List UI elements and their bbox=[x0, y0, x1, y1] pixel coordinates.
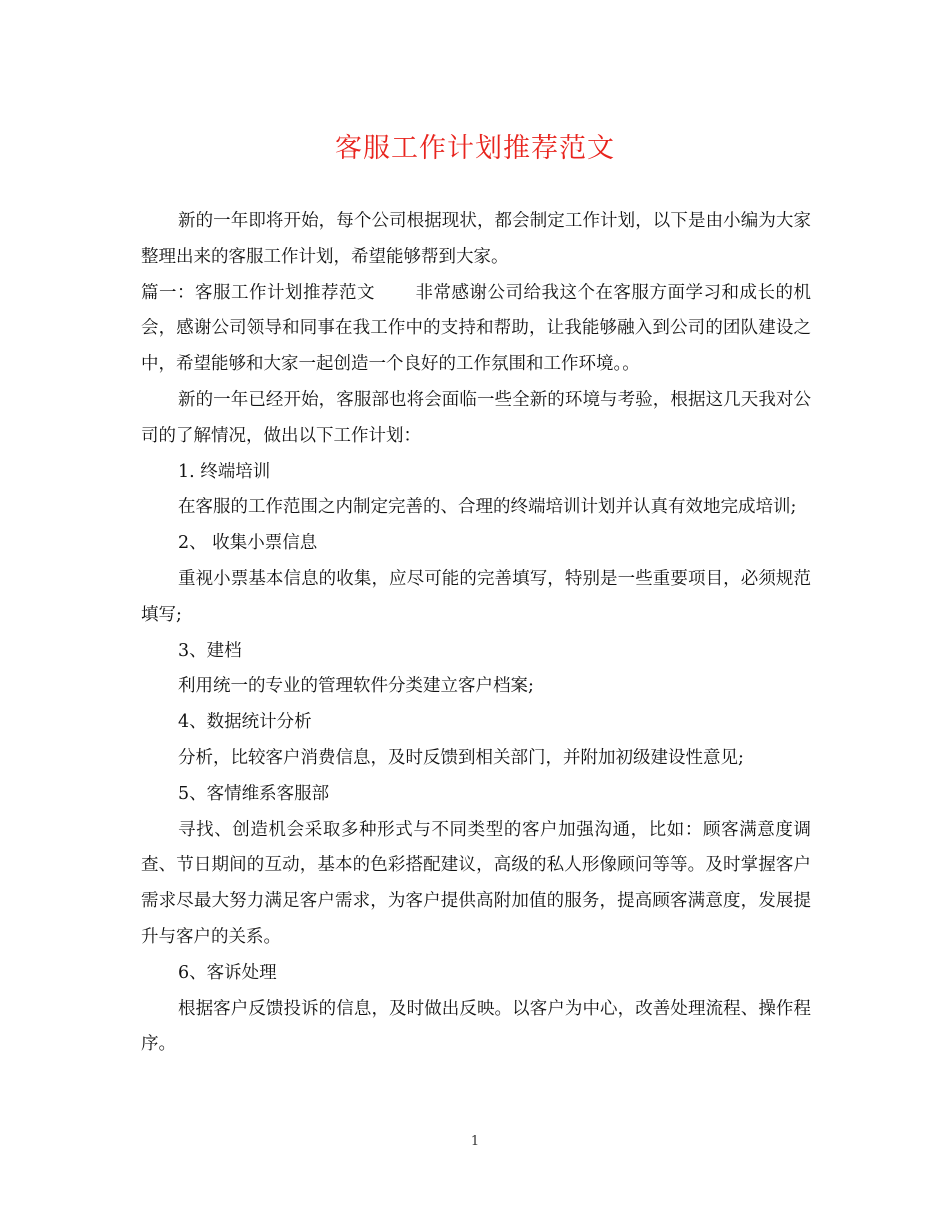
section-text-6: 根据客户反馈投诉的信息，及时做出反映。以客户为中心，改善处理流程、操作程序。 bbox=[141, 998, 811, 1055]
section-heading-6: 6、客诉处理 bbox=[178, 962, 277, 983]
section-text-3: 利用统一的专业的管理软件分类建立客户档案; bbox=[178, 676, 534, 697]
section-heading-5: 5、客情维系客服部 bbox=[178, 783, 330, 804]
section-heading-3: 3、建档 bbox=[178, 640, 242, 661]
section-text-2: 重视小票基本信息的收集，应尽可能的完善填写，特别是一些重要项目，必须规范填写; bbox=[141, 568, 811, 625]
document-body bbox=[141, 204, 811, 1063]
page-number: 1 bbox=[470, 1134, 480, 1149]
section-text-1: 在客服的工作范围之内制定完善的、合理的终端培训计划并认真有效地完成培训; bbox=[178, 497, 797, 518]
intro-paragraph: 新的一年即将开始，每个公司根据现状，都会制定工作计划，以下是由小编为大家整理出来的客服工作计划，希望能够帮到大家。 bbox=[141, 211, 811, 267]
article-one-heading: 篇一：客服工作计划推荐范文 bbox=[141, 282, 375, 303]
article-one-paragraph bbox=[141, 276, 811, 383]
section-text-5: 寻找、创造机会采取多种形式与不同类型的客户加强沟通，比如：顾客满意度调查、节日期间的互动，基本的色彩搭配建议，高级的私人形像顾问等等。及时掌握客户需求尽最大努力满足客户需求，为客户提供高附加值的服务，提高顾客满意度，发展提升与客户的关系。 bbox=[141, 819, 811, 947]
document-title: 客服工作计划推荐范文 bbox=[335, 133, 615, 164]
plan-intro-paragraph: 新的一年已经开始，客服部也将会面临一些全新的环境与考验，根据这几天我对公司的了解情况，做出以下工作计划： bbox=[141, 389, 811, 446]
article-one-text: 非常感谢公司给我这个在客服方面学习和成长的机会，感谢公司领导和同事在我工作中的支持和帮助，让我能够融入到公司的团队建设之中，希望能够和大家一起创造一个良好的工作氛围和工作环境。。 bbox=[141, 282, 811, 375]
section-text-4: 分析，比较客户消费信息，及时反馈到相关部门，并附加初级建设性意见; bbox=[178, 747, 744, 768]
section-heading-2: 2、 收集小票信息 bbox=[178, 533, 318, 554]
section-heading-4: 4、数据统计分析 bbox=[178, 712, 312, 733]
section-heading-1: 1. 终端培训 bbox=[178, 461, 271, 482]
